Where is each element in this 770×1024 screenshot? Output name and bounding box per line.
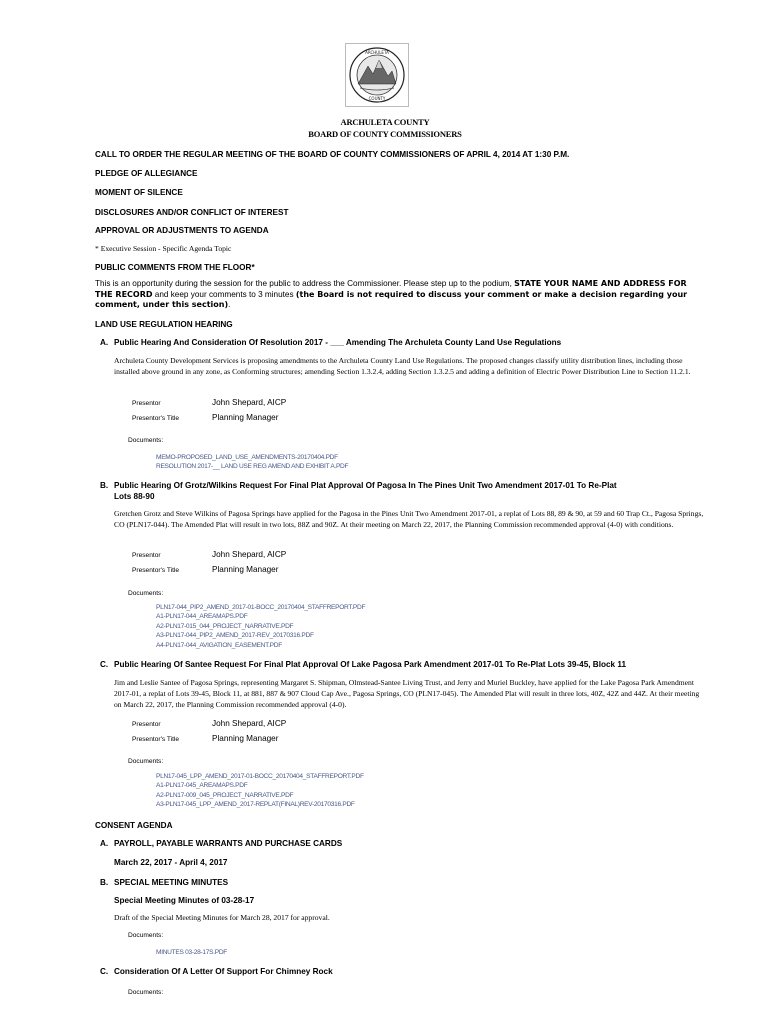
documents-label: Documents:: [128, 932, 164, 939]
presentor-title-value: Planning Manager: [212, 734, 279, 743]
document-link[interactable]: A2-PLN17-009_045_PROJECT_NARRATIVE.PDF: [156, 791, 294, 799]
county-name: ARCHULETA COUNTY: [340, 117, 430, 127]
documents-list-a: [156, 453, 348, 472]
item-title-cont: Lots 88-90: [114, 491, 155, 501]
presentor-title-label: Presentor's Title: [132, 736, 180, 743]
presentor-label: Presentor: [132, 721, 161, 728]
documents-list-c: [156, 772, 364, 810]
call-to-order-heading: CALL TO ORDER THE REGULAR MEETING OF THE BOARD OF COUNTY COMMISSIONERS OF APRIL 4, 2014 AT 1:30 P.M.: [95, 150, 570, 159]
exec-session-note: * Executive Session - Specific Agenda Topic: [95, 244, 232, 253]
documents-label: Documents:: [128, 989, 164, 996]
pc-text-1: This is an opportunity during the session for the public to address the Commissioner. Please step up to the podium,: [95, 279, 515, 288]
consent-item-b-title: [100, 878, 700, 889]
public-comments-heading: PUBLIC COMMENTS FROM THE FLOOR*: [95, 263, 255, 272]
presentor-label: Presentor: [132, 552, 161, 559]
county-seal-logo: [345, 43, 409, 107]
documents-label: Documents:: [128, 758, 164, 765]
presentor-title-label: Presentor's Title: [132, 415, 180, 422]
document-link[interactable]: MEMO-PROPOSED_LAND_USE_AMENDMENTS-20170404.PDF: [156, 454, 338, 461]
item-title-text: PAYROLL, PAYABLE WARRANTS AND PURCHASE CARDS: [114, 839, 343, 848]
item-title-text: Consideration Of A Letter Of Support For Chimney Rock: [114, 967, 333, 976]
item-letter: B.: [100, 878, 109, 887]
pc-text-3: .: [228, 300, 231, 309]
pc-text-2: and keep your comments to 3 minutes: [152, 289, 296, 299]
land-use-item-a-body: Archuleta County Development Services is proposing amendments to the Archuleta County Land Use Regulations. The proposed changes classify utility distribution lines, including those installed above ground in any zone, as Conforming structures; amending Section 1.3.2.4, adding Section 1.3.2.5 and adding a definition of Electric Power Distribution Line to Section 11.2.1.: [114, 356, 691, 376]
document-link[interactable]: PLN17-045_LPP_AMEND_2017-01-BOCC_20170404_STAFFREPORT.PDF: [156, 773, 364, 780]
item-title-text: SPECIAL MEETING MINUTES: [114, 878, 229, 887]
pc-bold-1: STATE YOUR NAME AND ADDRESS FOR THE RECORD: [95, 279, 687, 299]
land-use-heading: LAND USE REGULATION HEARING: [95, 320, 233, 329]
item-letter: B.: [100, 481, 109, 490]
svg-text:COUNTY: COUNTY: [368, 96, 386, 101]
disclosures-heading: DISCLOSURES AND/OR CONFLICT OF INTEREST: [95, 208, 289, 217]
item-title-text: Public Hearing And Consideration Of Resolution 2017 - ___ Amending The Archuleta County Land Use Regulations: [114, 338, 562, 347]
presentor-value: John Shepard, AICP: [212, 398, 287, 407]
land-use-item-a-title: [100, 338, 700, 349]
document-link[interactable]: PLN17-044_PIP2_AMEND_2017-01-BOCC_20170404_STAFFREPORT.PDF: [156, 604, 366, 611]
consent-item-b-body: Draft of the Special Meeting Minutes for March 28, 2017 for approval.: [114, 913, 330, 922]
document-link[interactable]: A1-PLN17-044_AREAMAPS.PDF: [156, 613, 248, 621]
consent-item-a-title: [100, 839, 700, 850]
document-link[interactable]: A3-PLN17-044_PIP2_AMEND_2017-REV_20170316.PDF: [156, 632, 314, 640]
county-seal-icon: [346, 44, 408, 106]
consent-agenda-heading: CONSENT AGENDA: [95, 821, 173, 830]
presentor-title-label: Presentor's Title: [132, 567, 180, 574]
land-use-item-c-body: Jim and Leslie Santee of Pagosa Springs, representing Margaret S. Shipman, Olmstead-Santee Living Trust, and Jerry and Muriel Buckley, have applied for the Lake Pagosa Park Amendment 2017-01, a replat of Lots 39-45, Block 11, at 881, 887 & 907 Cloud Cap Ave., Pagosa Springs, CO (PLN17-045). The Amended Plat will result in three lots, 40Z, 42Z and 44Z. At their meeting on March 22, 2017, the Planning Commission recommended approval (4-0).: [114, 678, 700, 709]
presentor-value: John Shepard, AICP: [212, 719, 287, 728]
documents-label: Documents:: [128, 590, 164, 597]
item-title-text: Public Hearing Of Grotz/Wilkins Request For Final Plat Approval Of Pagosa In The Pines Unit Two Amendment 2017-01 To Re-Plat: [114, 481, 617, 490]
document-link[interactable]: MINUTES 03-28-17S.PDF: [156, 949, 228, 956]
land-use-item-b-body: Gretchen Grotz and Steve Wilkins of Pagosa Springs have applied for the Pagosa in the Pines Unit Two Amendment 2017-01, a replat of Lots 88, 89 & 90, at 59 and 60 Trap Ct., Pagosa Springs, CO (PLN17-044). The Amended Plat will result in two lots, 88Z and 90Z. At their meeting on March 22, 2017, the Planning Commission recommended approval (4-0) with conditions.: [114, 509, 704, 529]
document-link[interactable]: A1-PLN17-045_AREAMAPS.PDF: [156, 782, 248, 790]
land-use-item-b-title: [100, 481, 700, 502]
document-link[interactable]: A2-PLN17-015_044_PROJECT_NARRATIVE.PDF: [156, 622, 294, 630]
consent-item-c-title: [100, 967, 700, 978]
pledge-heading: PLEDGE OF ALLEGIANCE: [95, 169, 198, 178]
approval-heading: APPROVAL OR ADJUSTMENTS TO AGENDA: [95, 226, 269, 235]
pc-bold-2: (the Board is not required to discuss your comment or make a decision regarding your comment, under this section): [95, 289, 688, 309]
consent-item-a-date-range: March 22, 2017 - April 4, 2017: [114, 858, 228, 867]
land-use-item-c-title: [100, 660, 700, 671]
documents-list-b: [156, 603, 365, 650]
public-comments-text: [95, 279, 695, 311]
silence-heading: MOMENT OF SILENCE: [95, 188, 183, 197]
board-name: BOARD OF COUNTY COMMISSIONERS: [308, 129, 462, 139]
documents-list-consent-b: [156, 948, 227, 957]
document-link[interactable]: RESOLUTION 2017-__ LAND USE REG AMEND AND EXHIBIT A.PDF: [156, 463, 349, 471]
document-link[interactable]: A3-PLN17-045_LPP_AMEND_2017-REPLAT(FINAL)REV-20170316.PDF: [156, 801, 355, 809]
presentor-title-value: Planning Manager: [212, 413, 279, 422]
document-link[interactable]: A4-PLN17-044_AVIGATION_EASEMENT.PDF: [156, 641, 282, 649]
svg-text:ARCHULETA: ARCHULETA: [365, 50, 389, 55]
presentor-value: John Shepard, AICP: [212, 550, 287, 559]
item-title-text: Public Hearing Of Santee Request For Final Plat Approval Of Lake Pagosa Park Amendment 2017-01 To Re-Plat Lots 39-45, Block 11: [114, 660, 627, 669]
item-letter: A.: [100, 839, 109, 848]
item-letter: C.: [100, 967, 109, 976]
presentor-label: Presentor: [132, 400, 161, 407]
item-letter: C.: [100, 660, 109, 669]
documents-label: Documents:: [128, 437, 164, 444]
consent-item-b-subtitle: Special Meeting Minutes of 03-28-17: [114, 896, 255, 905]
presentor-title-value: Planning Manager: [212, 565, 279, 574]
item-letter: A.: [100, 338, 109, 347]
